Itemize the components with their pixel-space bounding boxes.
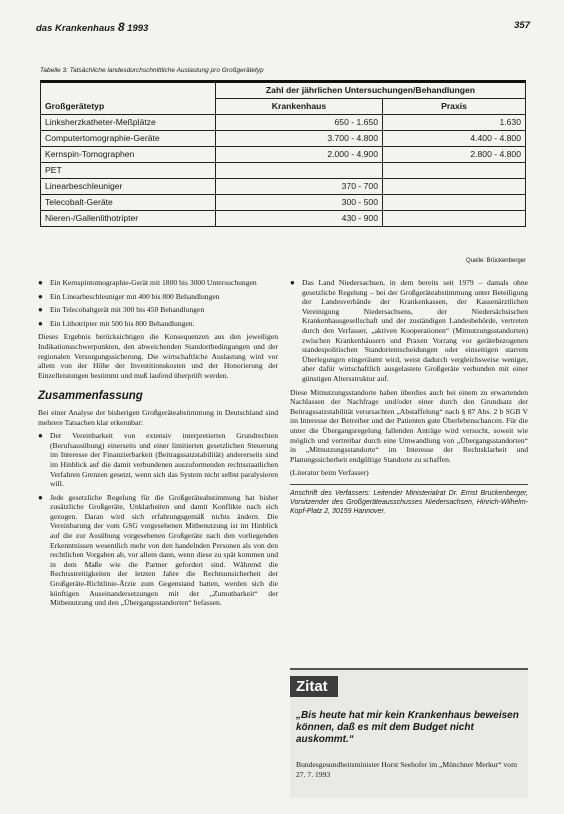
table-row (41, 211, 526, 227)
cell-practice: 1.630 (383, 115, 526, 131)
left-paragraph: Dieses Ergebnis berücksichtigen die Konsequenzen aus den jeweiligen Indikationsschwerpunkten, den abweichenden Standortbedingungen und der regionalen Versorgungssicherung. Die wirtschaftliche Auslastung wird vor allem von der Höhe der Investitionskosten und der Honorierung der Einzelleistungen bestimmt und muß laufend überprüft werden. (38, 332, 278, 380)
list-item: ● Der Vereinbarkeit von extensiv interpretierten Grundrechten (Berufsausübung) einerseits und einer limitierten gesetzlichen Steuerung im Interesse der Finanzierbarkeit (Beitragssatzstabilität) andererseits sind im Hinblick auf die damit verbundenen auszuformenden rechtsstaatlichen Verfahren Grenzen gesetzt, wenn sich das System nicht selbst paralysieren will. (38, 431, 278, 489)
cell-hospital (216, 163, 383, 179)
cell-hospital: 2.000 - 4.900 (216, 147, 383, 163)
cell-type: PET (41, 163, 216, 179)
cell-hospital: 3.700 - 4.800 (216, 131, 383, 147)
list-item: ● Ein Telecobaltgerät mit 300 bis 450 Behandlungen (38, 305, 278, 315)
cell-hospital: 370 - 700 (216, 179, 383, 195)
quote-text: „Bis heute hat mir kein Krankenhaus beweisen können, daß es mit dem Budget nicht auskommt.“ (296, 710, 519, 745)
group-header: Zahl der jährlichen Untersuchungen/Behandlungen (216, 82, 526, 99)
right-column (290, 278, 528, 516)
table-corner (41, 82, 216, 99)
section-heading: Zusammenfassung (38, 390, 143, 403)
author-address: Anschrift des Verfassers: Leitender Ministerialrat Dr. Ernst Bruckenberger, Vorsitzender des Großgeräteausschusses Niedersachsen, Hinrich-Wilhelm-Kopf-Platz 2, 30159 Hannover. (290, 484, 528, 516)
cell-hospital: 650 - 1.650 (216, 115, 383, 131)
capacity-table (40, 80, 526, 227)
cell-practice (383, 195, 526, 211)
table-caption: Tabelle 3: Tatsächliche landesdurchschnittliche Auslastung pro Großgerätetyp (40, 67, 264, 74)
page-header (36, 20, 530, 34)
journal-title (36, 20, 148, 34)
cell-practice (383, 211, 526, 227)
cell-type: Nieren-/Gallenlithotripter (41, 211, 216, 227)
left-bullet-list (38, 278, 278, 328)
col-header-practice: Praxis (383, 99, 526, 115)
col-header-hospital: Krankenhaus (216, 99, 383, 115)
table-source: Quelle: Brückenberger (465, 258, 526, 264)
table-row (41, 115, 526, 131)
right-bullet-list (290, 278, 528, 384)
cell-type: Linksherzkatheter-Meßplätze (41, 115, 216, 131)
cell-type: Telecobalt-Geräte (41, 195, 216, 211)
cell-hospital: 430 - 900 (216, 211, 383, 227)
cell-type: Computertomographie-Geräte (41, 131, 216, 147)
list-item: ● Ein Linearbeschleuniger mit 400 bis 800 Behandlungen (38, 292, 278, 302)
cell-practice (383, 179, 526, 195)
left-column (38, 278, 278, 612)
list-item: ● Ein Kernspintomographie-Gerät mit 1800 bis 3000 Untersuchungen (38, 278, 278, 288)
summary-intro: Bei einer Analyse der bisherigen Großgeräteabstimmung in Deutschland sind mehrere Tatsachen klar erkennbar: (38, 407, 278, 427)
cell-practice (383, 163, 526, 179)
quote-title: Zitat (290, 676, 338, 697)
page-number: 357 (514, 20, 530, 31)
cell-type: Linearbeschleuniger (41, 179, 216, 195)
table-row (41, 131, 526, 147)
table-row (41, 163, 526, 179)
list-item: ● Das Land Niedersachsen, in dem bereits seit 1979 – damals ohne gesetzliche Regelung – bei der Großgeräteabstimmung unter Beteiligung der Landesverbände der Krankenkassen, der Kassenärztlichen Vereinigung Niedersachsens, der Niedersächsischen Krankenhausgesellschaft und der zuständigen Landesbehörde, vertreten durch den Verfasser, „aktiven Kooperationen“ (Mitnutzungsstandorten) zwischen Krankenhäusern und Praxen Vorrang vor gerätebezogenen standespolitischen Standortentscheidungen oder einseitigen starrem Überlegungen eingeräumt wird, weist dadurch vergleichsweise weniger, aber dafür wirtschaftlich ausgelastete Großgeräte verbunden mit einer günstigen Altersstruktur auf. (290, 278, 528, 384)
cell-practice: 4.400 - 4.800 (383, 131, 526, 147)
list-item: ● Jede gesetzliche Regelung für die Großgeräteabstimmung hat bisher zusätzliche Großgeräte, Unklarheiten und damit Konflikte nach sich gezogen. Daran wird sich erfahrungsgemäß nichts ändern. Die Vereinbarung der vom GSG vorgesehenen Mitbenutzung ist im Hinblick auf die zur Ausübung vorgesehenen Großgeräte nach den vorliegenden Erkenntnissen wesentlich mehr von den handelnden Personen als von den rechtlichen Vorgaben ab, vor allem dann, wenn diese zu spät kommen und in dem Maße wie die Partner gefordert sind. Während die Rechtsstreitigkeiten der letzten Jahre die Rechtsunsicherheit der Großgeräte-Richtlinie-Ärzte zum Gegenstand hatten, werden sich die künftigen Auseinandersetzungen mit der „Zumutbarkeit“ der Mitbenutzung und den „Übergangsstandorten“ befassen. (38, 493, 278, 608)
list-item: ● Ein Lithotripter mit 500 bis 800 Behandlungen. (38, 319, 278, 329)
table-row (41, 147, 526, 163)
issue-year: 1993 (127, 23, 149, 34)
cell-type: Kernspin-Tomographen (41, 147, 216, 163)
cell-practice: 2.800 - 4.800 (383, 147, 526, 163)
table-row (41, 179, 526, 195)
journal-name: das Krankenhaus (36, 23, 116, 34)
literature-note: (Literatur beim Verfasser) (290, 468, 369, 478)
table-row (41, 195, 526, 211)
cell-hospital: 300 - 500 (216, 195, 383, 211)
col-header-type: Großgerätetyp (41, 99, 216, 115)
right-paragraph: Diese Mitnutzungsstandorte haben überdies auch bei einem zu erwartenden Nachlassen der Nachfrage und/oder einer durch den Grundsatz der Beitragssatzstabilität verursachten „Abstaffelung“ nach § 87 Abs. 2 b SGB V im Interesse der Betreiber und der Patienten gute Überlebenschancen. Für die unter die Übergangsregelung fallenden Anträge wird versucht, soweit wie möglich und vertretbar durch eine Umwandlung von „Übergangsstandorten“ in „Mitnutzungsstandorte“ im Interesse der Rechtsklarheit und Planungssicherheit endgültige Standorte zu schaffen. (290, 387, 528, 464)
summary-bullet-list (38, 431, 278, 608)
quote-source: Bundesgesundheitsminister Horst Seehofer im „Münchner Merkur“ vom 27. 7. 1993 (296, 760, 518, 779)
issue-number: 8 (117, 20, 125, 34)
quote-box (290, 668, 528, 798)
